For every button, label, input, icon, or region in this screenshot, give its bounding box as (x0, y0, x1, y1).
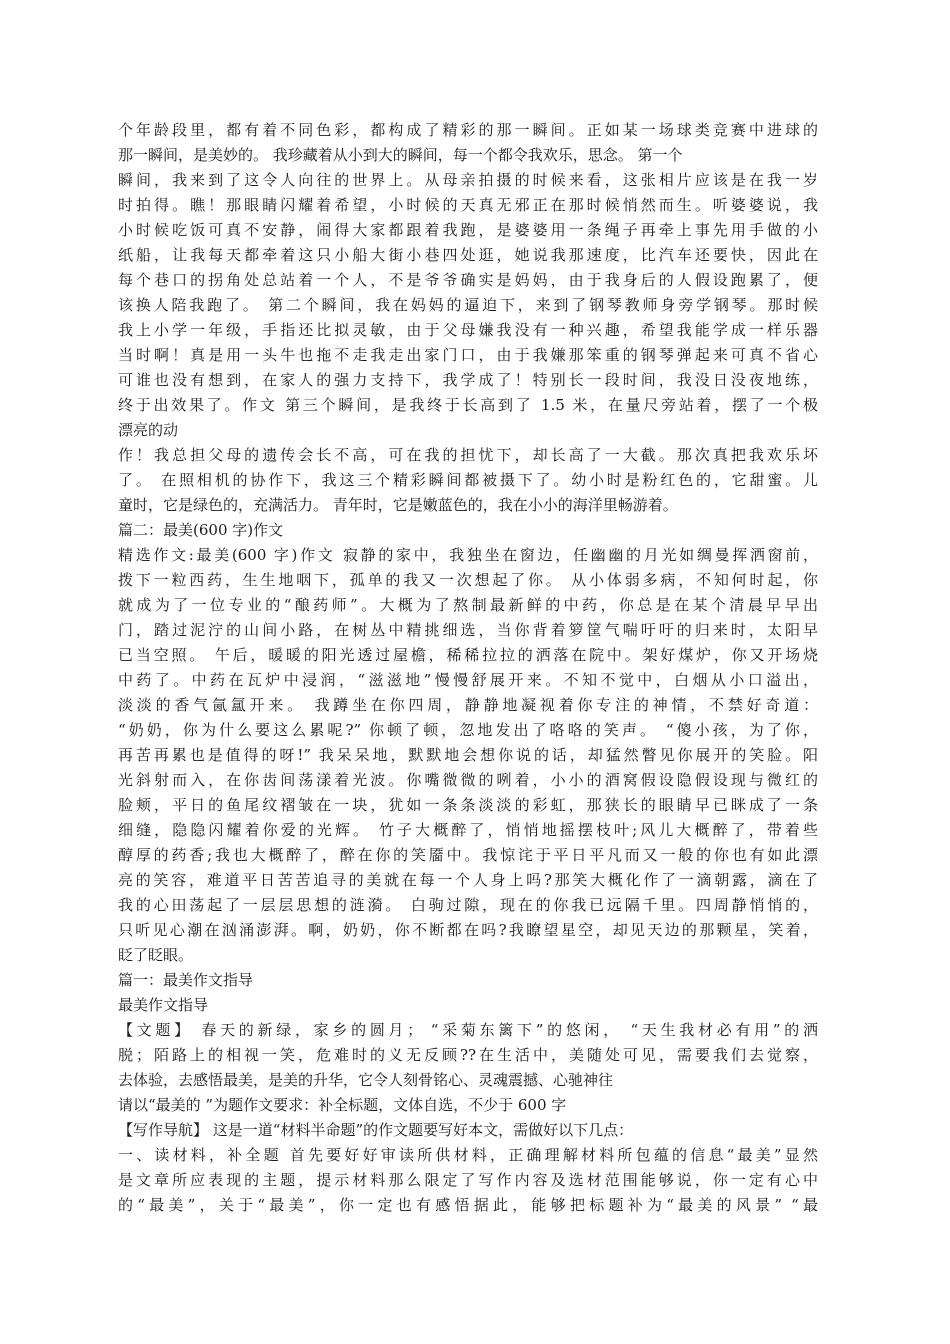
text-line: 漂亮的动 (118, 421, 179, 439)
text-line: 时拍得。瞧！那眼睛闪耀着希望，小时候的天真无邪正在那时候悄然而生。听婆婆说，我 (118, 196, 818, 214)
text-line: 眨了眨眼。 (118, 946, 194, 964)
text-line: 【文题】 春天的新绿，家乡的圆月； “采菊东篱下”的悠闲， “天生我材必有用”的洒 (118, 1021, 818, 1039)
text-line: 已当空照。 午后，暖暖的阳光透过屋檐，稀稀拉拉的洒落在院中。架好煤炉，你又开场烧 (118, 646, 818, 664)
text-line: 我上小学一年级，手指还比拟灵敏，由于父母嫌我没有一种兴趣，希望我能学成一样乐器 (118, 321, 818, 339)
text-line: 就成为了一位专业的“酿药师”。大概为了熬制最新鲜的中药，你总是在某个清晨早早出 (118, 596, 818, 614)
text-line: “奶奶，你为什么要这么累呢?” 你顿了顿，忽地发出了咯咯的笑声。 “傻小孩，为了你， (118, 721, 818, 739)
text-line: 请以“最美的 ”为题作文要求：补全标题，文体自选，不少于 600 字 (118, 1096, 567, 1114)
text-line: 童时，它是绿色的，充满活力。 青年时，它是嫩蓝色的，我在小小的海洋里畅游着。 (118, 496, 678, 514)
text-line: 篇二：最美(600 字)作文 (118, 521, 284, 539)
text-line: 该换人陪我跑了。 第二个瞬间，我在妈妈的逼迫下，来到了钢琴教师身旁学钢琴。那时候 (118, 296, 818, 314)
text-line: 细缝，隐隐闪耀着你爱的光辉。 竹子大概醉了，悄悄地摇摆枝叶;风儿大概醉了，带着些 (118, 821, 818, 839)
text-line: 终于出效果了。作文 第三个瞬间，是我终于长高到了 1.5 米，在量尺旁站着，摆了一个极 (118, 396, 818, 414)
text-line: 小时候吃饭可真不安静，闹得大家都跟着我跑，是婆婆用一条绳子再牵上事先用手做的小 (118, 221, 818, 239)
text-line: 是文章所应表现的主题，提示材料那么限定了写作内容及选材范围能够说，你一定有心中 (118, 1171, 818, 1189)
text-line: 的“最美”，关于“最美”，你一定也有感悟据此，能够把标题补为“最美的风景” “最 (118, 1196, 818, 1214)
text-line: 瞬间，我来到了这令人向往的世界上。从母亲拍摄的时候来看，这张相片应该是在我一岁 (118, 171, 818, 189)
text-line: 醇厚的药香;我也大概醉了，醉在你的笑靥中。我惊诧于平日平凡而又一般的你也有如此漂 (118, 846, 818, 864)
text-line: 光斜射而入，在你齿间荡漾着光波。你嘴微微的咧着，小小的酒窝假设隐假设现与微红的 (118, 771, 818, 789)
text-line: 我的心田荡起了一层层思想的涟漪。 白驹过隙，现在的你我已远隔千里。四周静悄悄的， (118, 896, 818, 914)
text-line: 最美作文指导 (118, 996, 209, 1014)
text-line: 再苦再累也是值得的呀!” 我呆呆地，默默地会想你说的话，却猛然瞥见你展开的笑脸。阳 (118, 746, 818, 764)
text-line: 淡淡的香气氤氲开来。 我蹲坐在你四周，静静地凝视着你专注的神情，不禁好奇道： (118, 696, 818, 714)
text-line: 纸船，让我每天都牵着这只小船大街小巷四处逛，她说我那速度，比汽车还要快，因此在 (118, 246, 818, 264)
text-line: 精选作文:最美(600 字)作文 寂静的家中，我独坐在窗边，任幽幽的月光如绸曼挥洒窗前， (118, 546, 818, 564)
text-line: 个年龄段里，都有着不同色彩，都构成了精彩的那一瞬间。正如某一场球类竞赛中进球的 (118, 121, 818, 139)
text-line: 脱；陌路上的相视一笑，危难时的义无反顾??在生活中，美随处可见，需要我们去觉察， (118, 1046, 818, 1064)
text-line: 了。 在照相机的协作下，我这三个精彩瞬间都被摄下了。幼小时是粉红色的，它甜蜜。儿 (118, 471, 818, 489)
text-line: 那一瞬间，是美妙的。 我珍藏着从小到大的瞬间，每一个都令我欢乐，思念。 第一个 (118, 146, 683, 164)
text-line: 【写作导航】 这是一道“材料半命题”的作文题要写好本文，需做好以下几点： (118, 1121, 634, 1139)
text-line: 可谁也没有想到，在家人的强力支持下，我学成了！特别长一段时间，我没日没夜地练， (118, 371, 818, 389)
text-line: 拨下一粒西药，生生地咽下，孤单的我又一次想起了你。 从小体弱多病，不知何时起，你 (118, 571, 818, 589)
text-line: 一、读材料，补全题 首先要好好审读所供材料，正确理解材料所包蕴的信息“最美”显然 (118, 1146, 818, 1164)
text-line: 去体验，去感悟最美，是美的升华，它令人刻骨铭心、灵魂震撼、心驰神往 (118, 1071, 614, 1089)
text-line: 篇一：最美作文指导 (118, 971, 254, 989)
text-line: 脸颊，平日的鱼尾纹褶皱在一块，犹如一条条淡淡的彩虹，那狭长的眼睛早已眯成了一条 (118, 796, 818, 814)
text-line: 每个巷口的拐角处总站着一个人，不是爷爷确实是妈妈，由于我身后的人假设跑累了，便 (118, 271, 818, 289)
document-page (118, 118, 818, 1218)
text-line: 门，踏过泥泞的山间小路，在树丛中精挑细选，当你背着箩筐气喘吁吁的归来时，太阳早 (118, 621, 818, 639)
text-line: 只听见心潮在汹涌澎湃。啊，奶奶，你不断都在吗?我瞭望星空，却见天边的那颗星，笑着， (118, 921, 818, 939)
text-line: 作！我总担父母的遗传会长不高，可在我的担忧下，却长高了一大截。那次真把我欢乐坏 (118, 446, 818, 464)
text-line: 亮的笑容，难道平日苦苦追寻的美就在每一个人身上吗?那笑大概化作了一滴朝露，滴在了 (118, 871, 818, 889)
text-line: 当时啊！真是用一头牛也拖不走我走出家门口，由于我嫌那笨重的钢琴弹起来可真不省心 (118, 346, 818, 364)
text-line: 中药了。中药在瓦炉中浸润，“滋滋地”慢慢舒展开来。不知不觉中，白烟从小口溢出， (118, 671, 818, 689)
